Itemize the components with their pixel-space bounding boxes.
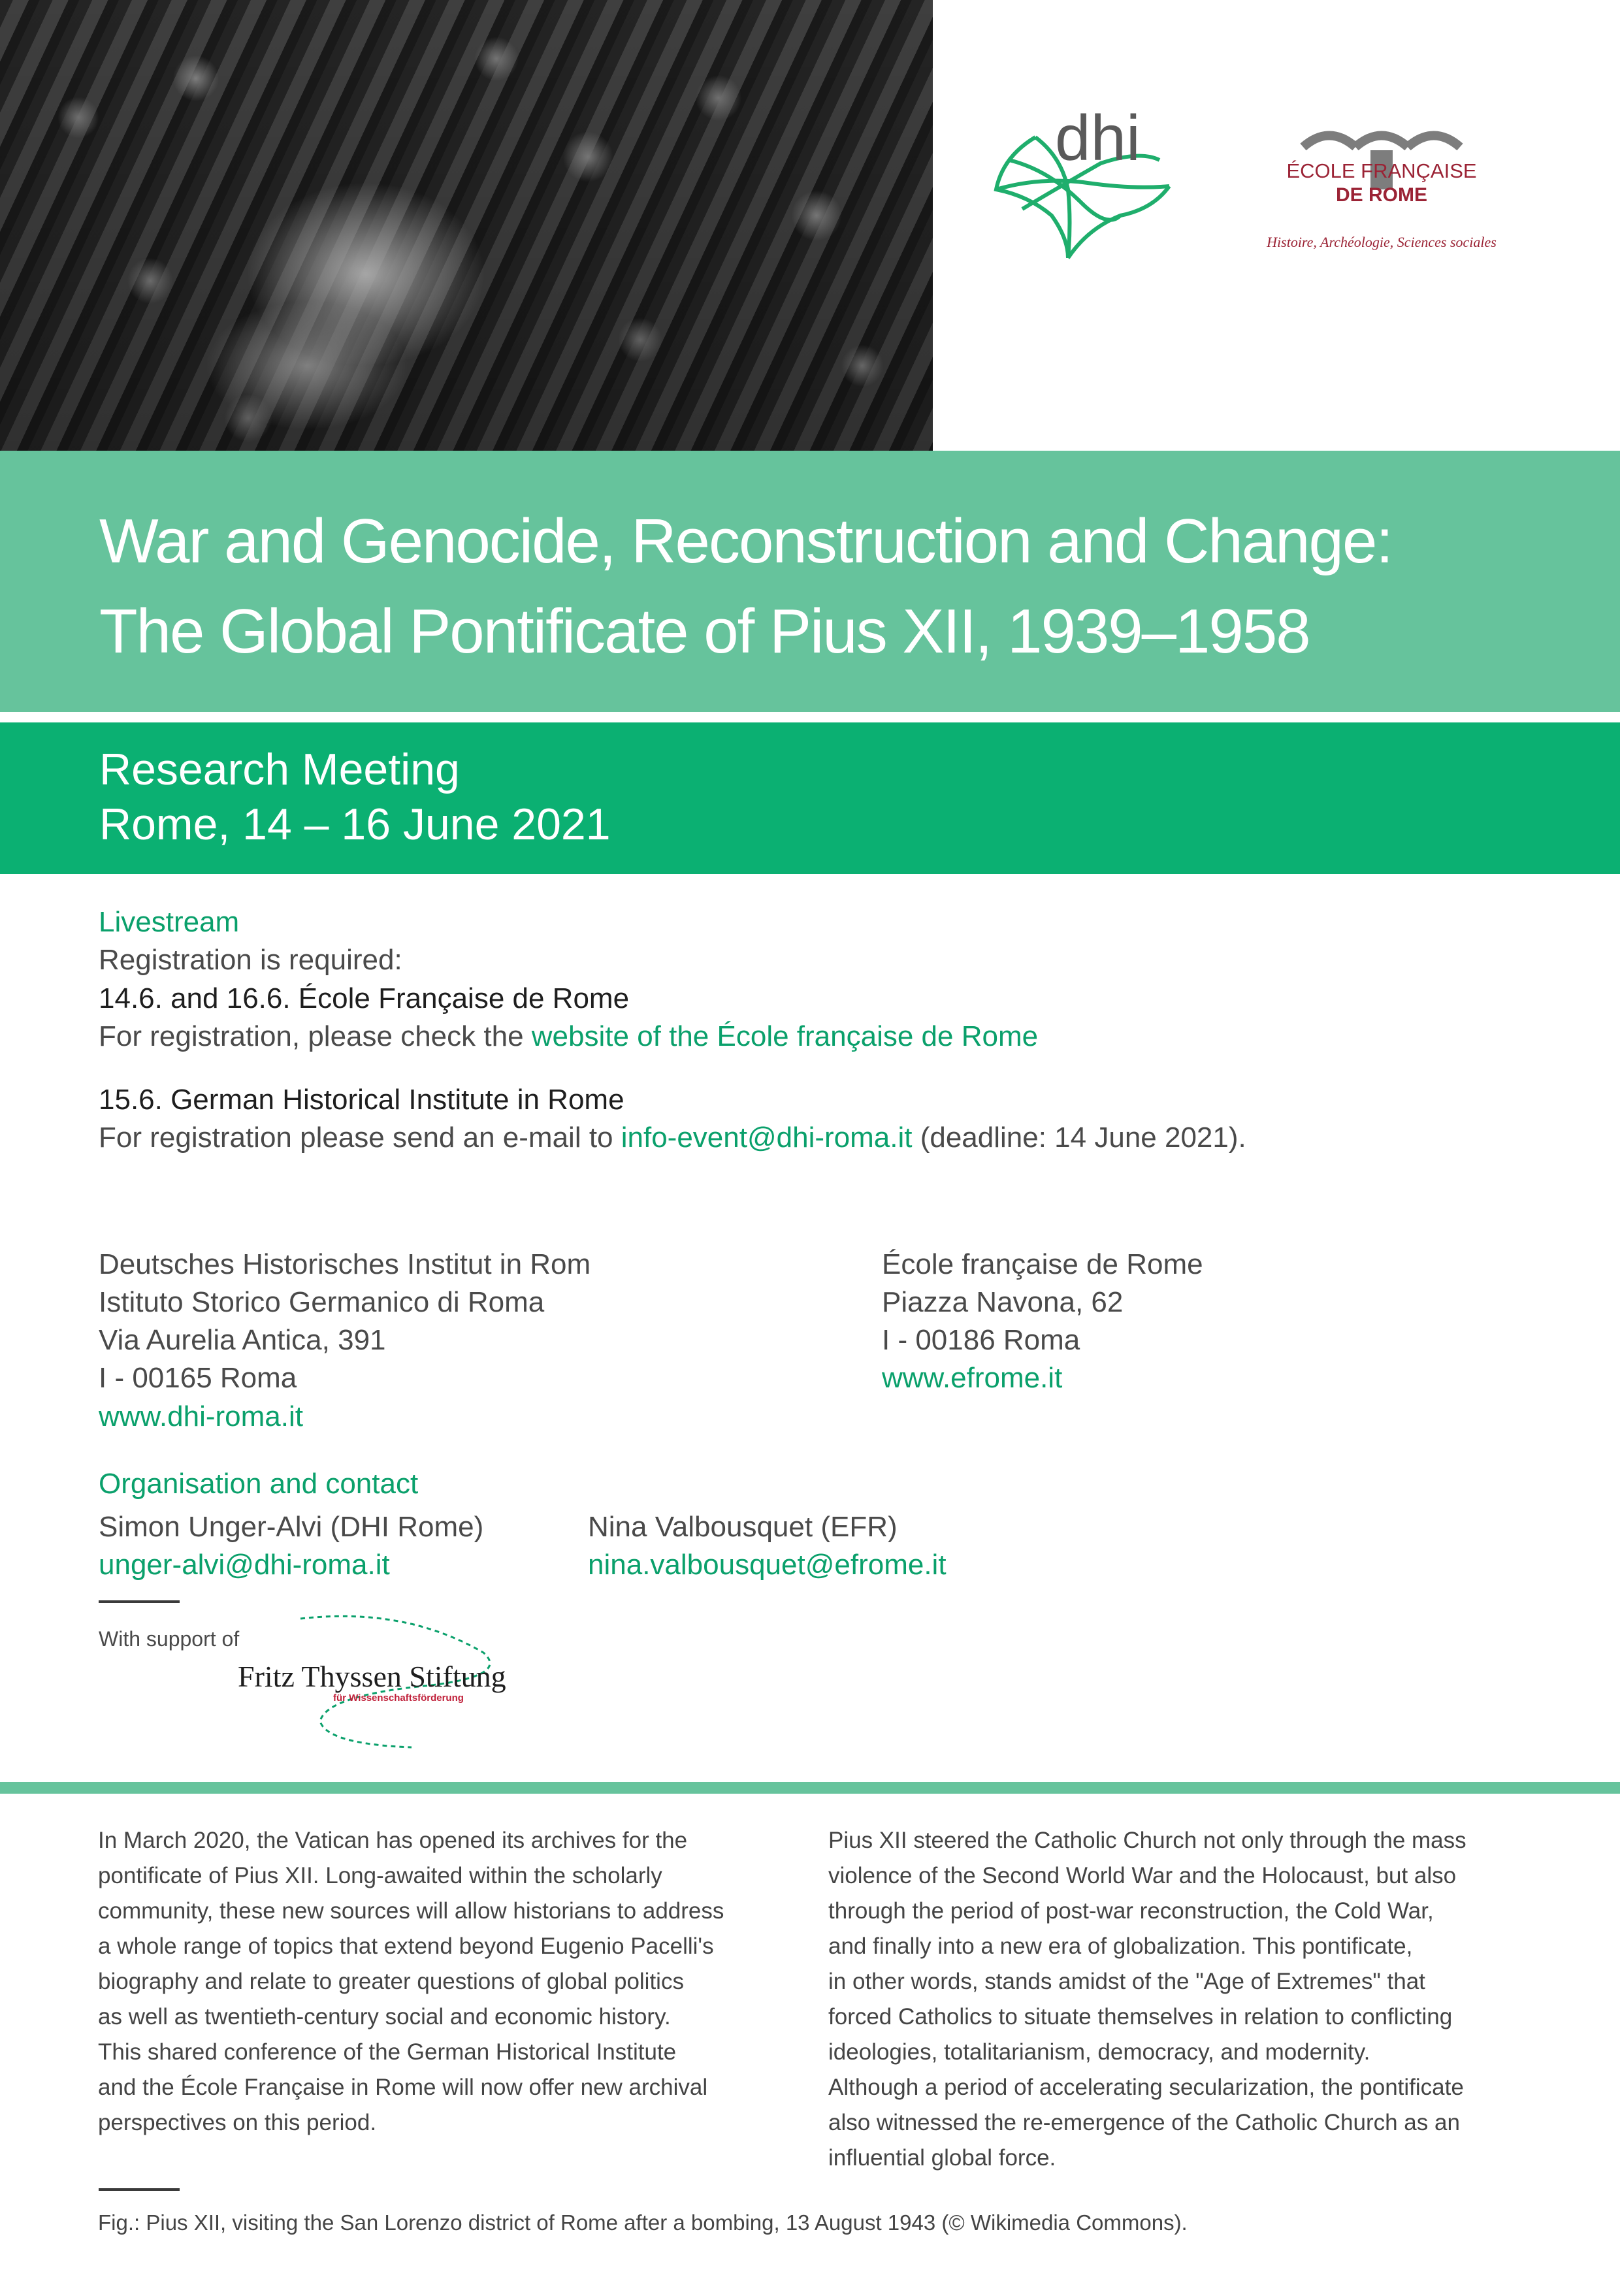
dhi-address-line-4: I - 00165 Roma [99, 1362, 297, 1394]
efr-address-line-2: Piazza Navona, 62 [882, 1286, 1124, 1318]
title-band [0, 451, 1620, 712]
svg-text:ÉCOLE FRANÇAISE: ÉCOLE FRANÇAISE [1286, 159, 1477, 182]
contact-email-1[interactable]: unger-alvi@dhi-roma.it [99, 1549, 390, 1581]
info-event-email-link[interactable]: info-event@dhi-roma.it [621, 1122, 913, 1154]
registration-required: Registration is required: [99, 944, 402, 976]
divider [99, 1600, 180, 1603]
svg-text:DE ROME: DE ROME [1335, 184, 1428, 206]
contact-person-2: Nina Valbousquet (EFR) [588, 1511, 898, 1543]
dhi-address-line-1: Deutsches Historisches Institut in Rom [99, 1248, 591, 1280]
meeting-dates: Rome, 14 – 16 June 2021 [99, 800, 611, 849]
svg-text:für Wissenschaftsförderung: für Wissenschaftsförderung [333, 1692, 464, 1704]
efr-address-line-1: École française de Rome [882, 1248, 1203, 1280]
body-text-left: In March 2020, the Vatican has opened its archives for the pontificate of Pius XII. Long-awaited within the scholarly community, these new sources will allow historians to address a whole range of topics that extend beyond Eugenio Pacelli's biography and relate to greater questions of global politics as well as twentieth-century social and economic history. This shared conference of the German Historical Institute and the École Française in Rome will now offer new archival perspectives on this period. [98, 1828, 724, 2135]
contact-email-2[interactable]: nina.valbousquet@efrome.it [588, 1549, 947, 1581]
support-label: With support of [99, 1627, 240, 1651]
caption-divider [99, 2188, 180, 2191]
efr-logo [1264, 111, 1499, 268]
meeting-type: Research Meeting [99, 745, 460, 794]
dhi-address-line-3: Via Aurelia Antica, 391 [99, 1324, 386, 1356]
title-line-1: War and Genocide, Reconstruction and Change: [99, 506, 1392, 576]
contact-heading: Organisation and contact [99, 1468, 419, 1500]
fritz-thyssen-logo [235, 1613, 523, 1751]
svg-text:Fritz Thyssen Stiftung: Fritz Thyssen Stiftung [238, 1660, 506, 1693]
efr-address-line-3: I - 00186 Roma [882, 1324, 1080, 1356]
contact-person-1: Simon Unger-Alvi (DHI Rome) [99, 1511, 484, 1543]
day2-registration: For registration please send an e-mail to info-event@dhi-roma.it (deadline: 14 June 2021). [99, 1122, 1246, 1154]
header-photo [0, 0, 933, 451]
body-text-right: Pius XII steered the Catholic Church not only through the mass violence of the Second World War and the Holocaust, but also through the period of post-war reconstruction, the Cold War, and finally into a new era of globalization. This pontificate, in other words, stands amidst of the "Age of Extremes" that forced Catholics to situate themselves in relation to conflicting ideologies, totalitarianism, democracy, and modernity. Although a period of accelerating secularization, the pontificate also witnessed the re-emergence of the Catholic Church as an influential global force. [828, 1828, 1466, 2171]
day1-registration: For registration, please check the website of the École française de Rome [99, 1020, 1039, 1052]
livestream-heading: Livestream [99, 906, 240, 938]
meeting-band [0, 722, 1620, 874]
day2-title: 15.6. German Historical Institute in Rome [99, 1084, 624, 1116]
efr-registration-link[interactable]: website of the École française de Rome [531, 1020, 1039, 1052]
title-line-2: The Global Pontificate of Pius XII, 1939–1958 [99, 596, 1310, 666]
efr-website-link[interactable]: www.efrome.it [882, 1362, 1063, 1394]
day1-title: 14.6. and 16.6. École Française de Rome [99, 982, 630, 1014]
svg-text:Histoire, Archéologie, Science: Histoire, Archéologie, Sciences sociales [1267, 234, 1497, 250]
event-title [99, 496, 1569, 677]
svg-text:dhi: dhi [1055, 102, 1141, 174]
section-divider-band [0, 1782, 1620, 1794]
dhi-address-line-2: Istituto Storico Germanico di Roma [99, 1286, 545, 1318]
figure-caption: Fig.: Pius XII, visiting the San Lorenzo district of Rome after a bombing, 13 August 1943 (© Wikimedia Commons). [98, 2210, 1188, 2235]
dhi-logo [990, 98, 1173, 261]
dhi-website-link[interactable]: www.dhi-roma.it [99, 1400, 303, 1432]
